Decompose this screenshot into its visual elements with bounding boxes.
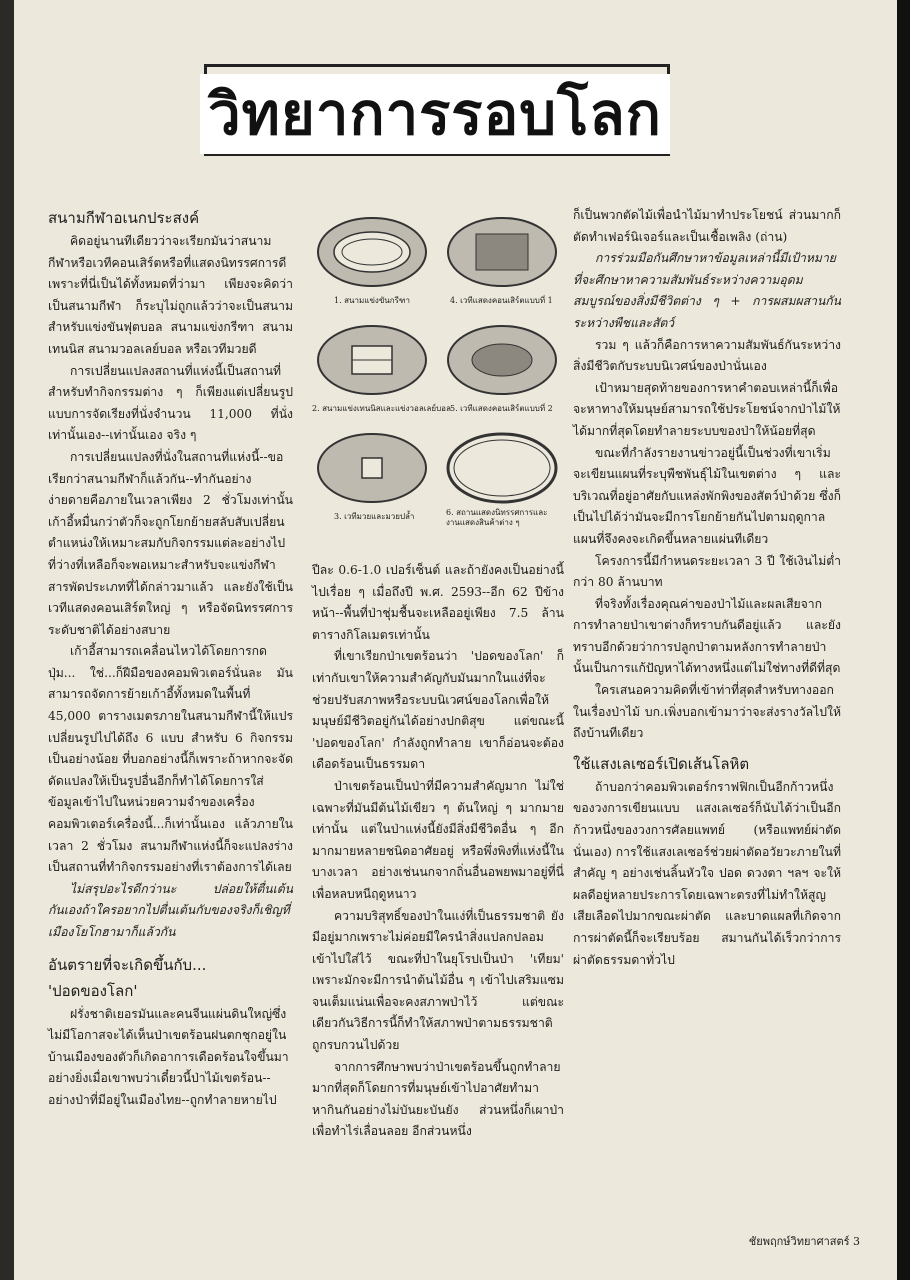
article-heading: 'ปอดของโลก' — [48, 981, 138, 1000]
section-banner — [200, 68, 675, 160]
paragraph: ไม่สรุปอะไรดีกว่านะ ปล่อยให้ตื่นเต้นกันเองถ้าใครอยากไปตื่นเต้นกับของจริงก็เชิญที่เมืองโยโกฮามาก็แล้วกัน — [48, 881, 293, 939]
page-footer: ชัยพฤกษ์วิทยาศาสตร์ 3 — [748, 1235, 860, 1248]
stadium-diagram — [312, 426, 432, 526]
paragraph: เป้าหมายสุดท้ายของการหาคำตอบเหล่านี้ก็เพื่อจะหาทางให้มนุษย์สามารถใช้ประโยชน์จากป่าไม้ให้ได้มากที่สุดโดยทำลายระบบของป่าให้น้อยที่สุด — [573, 380, 841, 438]
figure-caption: 6. สถานแสดงนิทรรศการและงานแสดงสินค้าต่าง ๆ — [446, 508, 548, 527]
stadium-diagram — [312, 210, 432, 310]
figure-caption: 5. เวทีแสดงคอนเสิร์ตแบบที่ 2 — [450, 404, 553, 413]
stadium-diagram — [442, 210, 562, 310]
paragraph: ที่จริงทั้งเรื่องคุณค่าของป่าไม้และผลเสียจากการทำลายป่าเขาต่างก็ทราบกันดีอยู่แล้ว และยังทราบอีกด้วยว่าการปลูกป่าตามหลังการทำลายป่านั้นเป็นการแก้ปัญหาได้ทางหนึ่งแต่ไม่ใช่ทางที่ดีที่สุด — [573, 596, 841, 676]
stadium-diagram — [442, 318, 562, 418]
paragraph: ใครเสนอความคิดที่เข้าท่าที่สุดสำหรับทางออกในเรื่องป่าไม้ บก.เพิ่งบอกเข้ามาว่าจะส่งรางวัลไปให้ถึงบ้านทีเดียว — [573, 683, 841, 741]
paragraph: ก็เป็นพวกตัดไม้เพื่อนำไม้มาทำประโยชน์ ส่วนมากก็ตัดทำเฟอร์นิเจอร์และเป็นเชื้อเพลิง (ถ่าน) — [573, 208, 841, 244]
binding-edge — [0, 0, 14, 1280]
paragraph: ฝรั่งชาติเยอรมันและคนจีนแผ่นดินใหญ่ซึ่งไม่มีโอกาสจะได้เห็นป่าเขตร้อนฝนตกชุกอยู่ในบ้านเมืองของตัวก็เกิดอาการเดือดร้อนใจขึ้นมาอย่างยิ่งเมื่อเขาพบว่าเดี๋ยวนี้ป่าไม้เขตร้อน--อย่างป่าที่มีอยู่ในเมืองไทย--ถูกทำลายหายไป — [48, 1006, 289, 1107]
paragraph: การเปลี่ยนแปลงสถานที่แห่งนี้เป็นสถานที่สำหรับทำกิจกรรมต่าง ๆ ก็เพียงแต่เปลี่ยนรูปแบบการจัดเรียงที่นั่งจำนวน 11,000 ที่นั่งเท่านั้นเอง--เท่านั้นเอง จริง ๆ — [48, 363, 293, 443]
layout-diagram — [312, 210, 432, 310]
article-heading: สนามกีฬาอเนกประสงค์ — [48, 209, 200, 227]
paragraph: การร่วมมือกันศึกษาหาข้อมูลเหล่านี้มีเป้าหมายที่จะศึกษาหาความสัมพันธ์ระหว่างความอุดมสมบูรณ์ของสิ่งมีชีวิตต่าง ๆ + การผสมผสานกันระหว่างพืชและสัตว์ — [573, 251, 841, 330]
paragraph: ปีละ 0.6-1.0 เปอร์เซ็นต์ และถ้ายังคงเป็นอย่างนี้ไปเรื่อย ๆ เมื่อถึงปี พ.ศ. 2593--อีก 62 ปีข้างหน้า--พื้นที่ป่าชุ่มชื้นจะเหลืออยู่เพียง 7.5 ล้านตารางกิโลเมตรเท่านั้น — [312, 563, 564, 642]
paragraph: เก้าอี้สามารถเคลื่อนไหวได้โดยการกดปุ่ม... ใช่...ก็ฝีมือของคอมพิวเตอร์นั่นละ มันสามารถจัดการย้ายเก้าอี้ทั้งหมดในพื้นที่ 45,000 ตารางเมตรภายในสนามกีฬานี้ให้แปรเปลี่ยนรูปไปได้ถึง 6 แบบ สำหรับ 6 กิจกรรม เป็นอย่างน้อย ที่บอกอย่างนี้ก็เพราะถ้าหากจะจัดดัดแปลงให้เป็นรูปอื่นอีกก็ทำได้โดยการใส่ข้อมูลเข้าไปในหน่วยความจำของเครื่องคอมพิวเตอร์เครื่องนี้...ก็เท่านั้นเอง แล้วภายในเวลา 2 ชั่วโมง สนามกีฬาแห่งนี้ก็จะแปลงร่างเป็นสถานที่ทำกิจกรรมอย่างที่เราต้องการได้เลย — [48, 644, 293, 875]
figure-caption: 1. สนามแข่งขันกรีฑา — [334, 296, 411, 305]
paragraph: ป่าเขตร้อนเป็นป่าที่มีความสำคัญมาก ไม่ใช่เฉพาะที่มันมีต้นไม้เขียว ๆ ต้นใหญ่ ๆ มากมายเท่านั้น แต่ในป่าแห่งนี้ยังมีสิ่งมีชีวิตอื่น ๆ อีกมากมายหลายชนิดอาศัยอยู่ หรือพึ่งพิงที่แห่งนี้ในบางเวลา อย่างเช่นนกจากถิ่นอื่นอพยพมาอยู่ที่นี่เพื่อหลบหนีฤดูหนาว — [312, 778, 564, 901]
paragraph: การเปลี่ยนแปลงที่นั่งในสถานที่แห่งนี้--ขอเรียกว่าสนามกีฬาก็แล้วกัน--ทำกันอย่างง่ายดายคือภายในเวลาเพียง 2 ชั่วโมงเท่านั้น เก้าอี้หมื่นกว่าตัวก็จะถูกโยกย้ายสลับสับเปลี่ยนตำแหน่งให้เหมาะสมกับกิจกรรมแต่ละอย่างไป ที่ว่างที่เหลือก็จะพอเหมาะสำหรับจะแข่งกีฬาสารพัดประเภทที่ได้กล่าวมาแล้ว และยังใช้เป็นเวทีแสดงคอนเสิร์ตใหญ่ ๆ หรือจัดนิทรรศการระดับชาติได้อย่างสบาย — [48, 449, 293, 637]
paragraph: ถ้าบอกว่าคอมพิวเตอร์กราฟฟิกเป็นอีกก้าวหนึ่งของวงการเขียนแบบ แสงเลเซอร์ก็นับได้ว่าเป็นอีกก้าวหนึ่งของวงการศัลยแพทย์ (หรือแพทย์ผ่าตัดนั่นเอง) การใช้แสงเลเซอร์ช่วยผ่าตัดอวัยวะภายในที่สำคัญ ๆ อย่างเช่นลิ้นหัวใจ ปอด ดวงตา ฯลฯ จะให้ผลดีอยู่หลายประการโดยเฉพาะตรงที่ไม่ทำให้สูญเสียเลือดไปมากขณะผ่าตัด และบาดแผลที่เกิดจากการผ่าตัดนี้ก็จะเรียบร้อย สมานกันได้เร็วกว่าการผ่าตัดธรรมดาทั่วไป — [573, 779, 842, 967]
article-heading: อันตรายที่จะเกิดขึ้นกับ... — [48, 955, 207, 974]
figure-caption: 3. เวทีมวยและมวยปล้ำ — [334, 512, 415, 521]
stadium-diagram — [312, 318, 432, 418]
layout-diagram — [442, 210, 562, 310]
stadium-layout-figure — [312, 210, 564, 530]
paragraph: โครงการนี้มีกำหนดระยะเวลา 3 ปี ใช้เงินไม่ต่ำกว่า 80 ล้านบาท — [573, 553, 841, 590]
paragraph: จากการศึกษาพบว่าป่าเขตร้อนขึ้นถูกทำลายมากที่สุดก็โดยการที่มนุษย์เข้าไปอาศัยทำมาหากินกันอย่างไม่บันยะบันยัง ส่วนหนึ่งก็เผาป่าเพื่อทำไร่เลื่อนลอย อีกส่วนหนึ่ง — [312, 1059, 564, 1139]
figure-caption: 2. สนามแข่งเทนนิสและแข่งวอลเลย์บอล — [312, 404, 451, 413]
layout-diagram — [312, 426, 432, 526]
scan-edge — [897, 0, 910, 1280]
paragraph: ที่เขาเรียกป่าเขตร้อนว่า 'ปอดของโลก' ก็เท่ากับเขาให้ความสำคัญกับมันมากในแง่ที่จะช่วยปรับสภาพหรือระบบนิเวศน์ของโลกเพื่อให้มนุษย์มีชีวิตอยู่กันได้อย่างปกติสุข แต่ขณะนี้ 'ปอดของโลก' กำลังถูกทำลาย เขาก็อ่อนจะต้องเดือดร้อนเป็นธรรมดา — [312, 649, 564, 772]
paragraph: ขณะที่กำลังรายงานข่าวอยู่นี้เป็นช่วงที่เขาเริ่มจะเขียนแผนที่ระบุพืชพันธุ์ไม้ในเขตต่าง ๆ และบริเวณที่อยู่อาศัยกับแหล่งพักพิงของสัตว์ป่าด้วย ซึ่งก็เป็นไปได้ว่ามันจะมีการโยกย้ายกันไปตามฤดูกาล แผนที่จึงคงจะเกิดขึ้นหลายแผ่นทีเดียว — [573, 445, 841, 546]
layout-diagram — [442, 318, 562, 418]
layout-diagram — [312, 318, 451, 418]
column-right — [573, 205, 841, 971]
column-left — [48, 205, 293, 1112]
layout-diagram — [442, 426, 562, 526]
article-heading: ใช้แสงเลเซอร์เปิดเส้นโลหิต — [573, 754, 750, 773]
paragraph: รวม ๆ แล้วก็คือการหาความสัมพันธ์กันระหว่างสิ่งมีชีวิตกับระบบนิเวศน์ของป่านั่นเอง — [573, 337, 841, 374]
paragraph: ความบริสุทธิ์ของป่าในแง่ที่เป็นธรรมชาติ ยังมีอยู่มากเพราะไม่ค่อยมีใครนำสิ่งแปลกปลอมเข้าไปใส่ไว้ ขณะที่ป่าในยุโรปเป็นป่า 'เทียม' เพราะมักจะมีการนำต้นไม้อื่น ๆ เข้าไปเสริมแซมจนเต็มแน่นเพื่อจะคงสภาพป่าไว้ แต่ขณะเดียวกันวิธีการนี้ก็ทำให้สภาพป่าตามธรรมชาติถูกรบกวนไปด้วย — [312, 908, 564, 1053]
column-middle — [312, 560, 564, 1143]
figure-caption: 4. เวทีแสดงคอนเสิร์ตแบบที่ 1 — [450, 296, 553, 305]
paragraph: คิดอยู่นานทีเดียวว่าจะเรียกมันว่าสนามกีฬาหรือเวทีคอนเสิร์ตหรือที่แสดงนิทรรศการดีเพราะที่นี่เป็นได้ทั้งหมดที่ว่ามา เพียงจะคิดว่าเป็นสนามกีฬา ก็ระบุไม่ถูกแล้วว่าจะเป็นสนามสำหรับแข่งขันฟุตบอล สนามแข่งกรีฑา สนามเทนนิส สนามวอลเลย์บอล หรือเวทีมวยดี — [48, 234, 293, 356]
page-title: วิทยาการรอบโลก — [200, 74, 670, 154]
